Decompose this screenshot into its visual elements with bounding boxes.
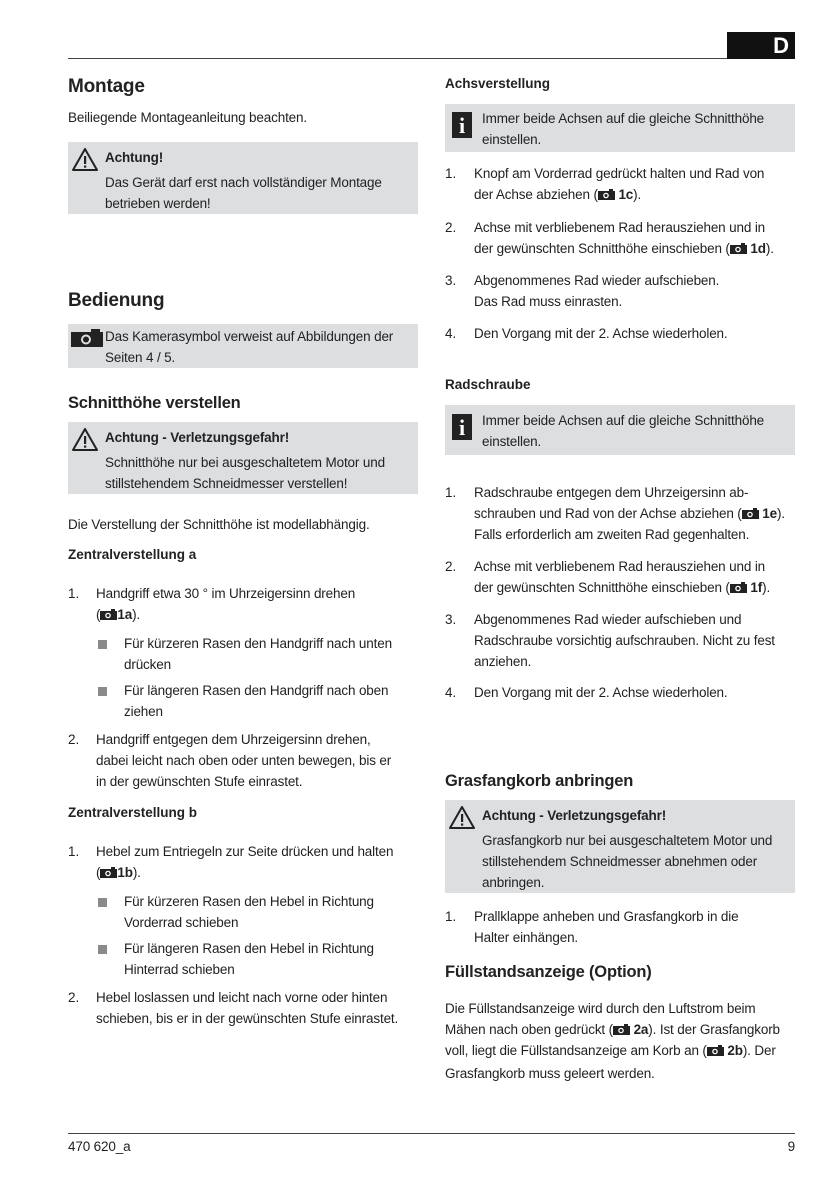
montage-title: Montage [68, 76, 145, 97]
camera-ref-icon [100, 609, 117, 620]
achs-title: Achsverstellung [445, 76, 551, 91]
step-text [96, 604, 140, 625]
step-number: 2. [445, 220, 457, 235]
step-text: Abgenommenes Rad wieder aufschieben. [474, 273, 720, 288]
warning-icon [449, 806, 475, 829]
figure-ref: 1d [750, 241, 766, 256]
step-text: Handgriff entgegen dem Uhrzeigersinn drehen, [96, 732, 371, 747]
step-text: Knopf am Vorderrad gedrückt halten und Rad von [474, 166, 765, 181]
figure-ref: 1c [618, 187, 634, 202]
step-text-part: der gewünschten Schnitthöhe einschieben ( [474, 580, 730, 595]
warning-text: stillstehendem Schneidmesser verstellen! [105, 476, 348, 491]
step-text-part: der Achse abziehen ( [474, 187, 598, 202]
montage-text: Beiliegende Montageanleitung beachten. [68, 110, 307, 125]
step-number: 2. [68, 990, 80, 1005]
text-part: Mähen nach oben gedrückt ( [445, 1022, 613, 1037]
zentral-b-title: Zentralverstellung b [68, 805, 198, 820]
language-tab: D [727, 32, 795, 59]
warning-icon [72, 428, 98, 451]
achs-info-box [445, 104, 795, 152]
bullet-square [98, 898, 107, 907]
warning-text: Grasfangkorb nur bei ausgeschaltetem Motor und [482, 833, 773, 848]
step-number: 1. [445, 485, 457, 500]
camera-ref-icon [730, 243, 747, 254]
paren-open: ( [96, 607, 101, 622]
text-part: ). Ist der Grasfangkorb [648, 1022, 780, 1037]
step-text: Handgriff etwa 30 ° im Uhrzeigersinn drehen [96, 586, 356, 601]
step-text [474, 503, 785, 524]
footer-doc-number: 470 620_a [68, 1139, 131, 1154]
figure-ref: 1f [750, 580, 763, 595]
paren-close: ). [132, 607, 141, 622]
step-number: 2. [445, 559, 457, 574]
step-text-part: schrauben und Rad von der Achse abziehen ( [474, 506, 742, 521]
montage-warning-box [68, 142, 418, 214]
header-rule [68, 58, 795, 59]
text-part: ). Der [742, 1043, 776, 1058]
step-text: Hebel zum Entriegeln zur Seite drücken und halten [96, 844, 394, 859]
step-number: 4. [445, 326, 457, 341]
warning-text: betrieben werden! [105, 196, 211, 211]
schnitthoehe-warning-box [68, 422, 418, 494]
bullet-text: ziehen [124, 704, 163, 719]
camera-note-text: Seiten 4 / 5. [105, 350, 176, 365]
step-text: Radschraube entgegen dem Uhrzeigersinn ab- [474, 485, 749, 500]
paren-open: ( [96, 865, 101, 880]
step-text: Radschraube vorsichtig aufschrauben. Nicht zu fest [474, 633, 775, 648]
bullet-text: Vorderrad schieben [124, 915, 239, 930]
radschraube-title: Radschraube [445, 377, 531, 392]
camera-ref-icon [730, 582, 747, 593]
step-text: schieben, bis er in der gewünschten Stufe einrastet. [96, 1011, 399, 1026]
fuell-text: Die Füllstandsanzeige wird durch den Luftstrom beim [445, 1001, 756, 1016]
info-icon: i [452, 112, 472, 138]
warning-text: anbringen. [482, 875, 545, 890]
camera-ref-icon [100, 867, 117, 878]
camera-ref-icon [707, 1045, 724, 1056]
camera-note-text: Das Kamerasymbol verweist auf Abbildungen der [105, 329, 394, 344]
info-text: einstellen. [482, 132, 542, 147]
step-number: 2. [68, 732, 80, 747]
camera-note-box [68, 324, 418, 368]
bullet-text: Für kürzeren Rasen den Hebel in Richtung [124, 894, 374, 909]
warning-title: Achtung - Verletzungsgefahr! [482, 808, 667, 823]
warning-title: Achtung! [105, 150, 164, 165]
step-number: 1. [68, 844, 80, 859]
bedienung-title: Bedienung [68, 290, 165, 311]
figure-ref: 1e [762, 506, 777, 521]
info-text: Immer beide Achsen auf die gleiche Schnitthöhe [482, 413, 765, 428]
step-text: Den Vorgang mit der 2. Achse wiederholen. [474, 685, 728, 700]
bullet-text: Für kürzeren Rasen den Handgriff nach unten [124, 636, 392, 651]
fuell-text [445, 1019, 780, 1040]
paren-close: ). [776, 506, 785, 521]
info-text: einstellen. [482, 434, 542, 449]
paren-close: ). [762, 580, 771, 595]
paren-close: ). [633, 187, 642, 202]
fuell-text: Grasfangkorb muss geleert werden. [445, 1066, 655, 1081]
step-number: 1. [68, 586, 80, 601]
step-number: 3. [445, 612, 457, 627]
fuell-text [445, 1040, 776, 1061]
fuell-title: Füllstandsanzeige (Option) [445, 963, 652, 981]
warning-text: stillstehendem Schneidmesser abnehmen oder [482, 854, 758, 869]
schnitthoehe-title: Schnitthöhe verstellen [68, 394, 241, 412]
footer-rule [68, 1133, 795, 1134]
bullet-square [98, 640, 107, 649]
step-text-part: der gewünschten Schnitthöhe einschieben ( [474, 241, 730, 256]
grasfang-warning-box [445, 800, 795, 893]
step-text: Achse mit verbliebenem Rad herausziehen und in [474, 559, 766, 574]
step-text: Das Rad muss einrasten. [474, 294, 623, 309]
step-text: anziehen. [474, 654, 532, 669]
info-text: Immer beide Achsen auf die gleiche Schnitthöhe [482, 111, 765, 126]
camera-icon [71, 329, 103, 347]
step-text: Prallklappe anheben und Grasfangkorb in die [474, 909, 739, 924]
step-number: 4. [445, 685, 457, 700]
figure-ref: 1a [117, 607, 133, 622]
camera-ref-icon [742, 508, 759, 519]
step-text: in der gewünschten Stufe einrastet. [96, 774, 303, 789]
figure-ref: 2a [633, 1022, 649, 1037]
warning-icon [72, 148, 98, 171]
bullet-text: Für längeren Rasen den Hebel in Richtung [124, 941, 374, 956]
page-number: 9 [787, 1139, 795, 1154]
step-number: 1. [445, 909, 457, 924]
warning-title: Achtung - Verletzungsgefahr! [105, 430, 290, 445]
figure-ref: 1b [117, 865, 133, 880]
grasfang-title: Grasfangkorb anbringen [445, 772, 634, 790]
paren-close: ). [132, 865, 141, 880]
camera-ref-icon [598, 189, 615, 200]
camera-ref-icon [613, 1024, 630, 1035]
bullet-square [98, 687, 107, 696]
bullet-text: Für längeren Rasen den Handgriff nach oben [124, 683, 389, 698]
step-number: 3. [445, 273, 457, 288]
warning-text: Das Gerät darf erst nach vollständiger Montage [105, 175, 382, 190]
step-text: Hebel loslassen und leicht nach vorne oder hinten [96, 990, 388, 1005]
bullet-text: Hinterrad schieben [124, 962, 235, 977]
step-text: Falls erforderlich am zweiten Rad gegenhalten. [474, 527, 750, 542]
step-text: Den Vorgang mit der 2. Achse wiederholen. [474, 326, 728, 341]
figure-ref: 2b [727, 1043, 743, 1058]
step-text: dabei leicht nach oben oder unten bewegen, bis er [96, 753, 392, 768]
step-text: Achse mit verbliebenem Rad herausziehen und in [474, 220, 766, 235]
info-icon: i [452, 414, 472, 440]
step-text [474, 184, 641, 205]
zentral-a-title: Zentralverstellung a [68, 547, 197, 562]
radschraube-info-box [445, 405, 795, 455]
warning-text: Schnitthöhe nur bei ausgeschaltetem Motor und [105, 455, 385, 470]
paren-close: ). [765, 241, 774, 256]
step-text [96, 862, 141, 883]
bullet-text: drücken [124, 657, 171, 672]
step-text: Abgenommenes Rad wieder aufschieben und [474, 612, 742, 627]
step-text [474, 577, 770, 598]
schnitthoehe-intro: Die Verstellung der Schnitthöhe ist modellabhängig. [68, 517, 370, 532]
bullet-square [98, 945, 107, 954]
step-text: Halter einhängen. [474, 930, 579, 945]
text-part: voll, liegt die Füllstandsanzeige am Korb an ( [445, 1043, 707, 1058]
step-number: 1. [445, 166, 457, 181]
step-text [474, 238, 774, 259]
